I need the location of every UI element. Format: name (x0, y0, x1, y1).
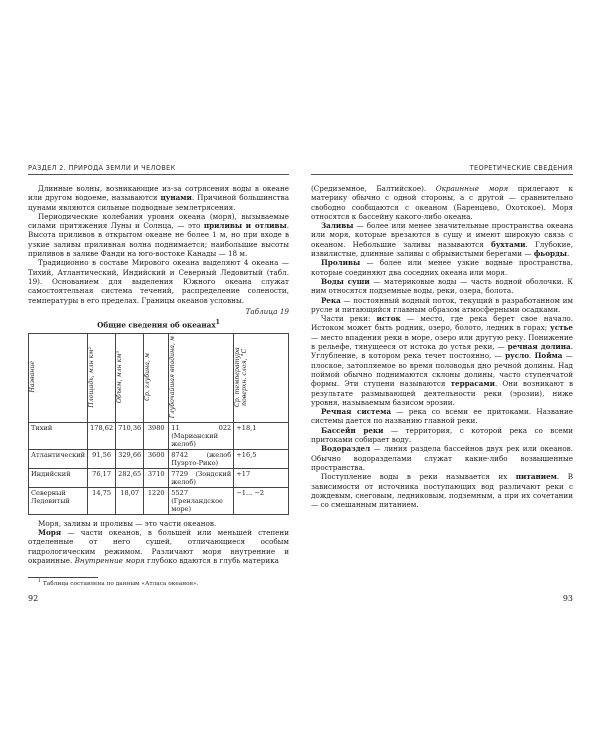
table-cell: −1... −2 (234, 487, 289, 514)
paragraph-inland-waters: Воды суши — материковые воды — часть водной оболочки. К ним относятся подземные воды, реки, озера, болота. (311, 276, 573, 296)
table-row (29, 468, 289, 487)
table-cell: 710,36 (116, 422, 144, 449)
page-number-left: 92 (28, 594, 39, 603)
right-page (311, 164, 573, 614)
table-cell: +18,1 (234, 422, 289, 449)
left-page-body (28, 184, 289, 588)
left-page (28, 164, 289, 614)
paragraph-tides: Периодические колебания уровня океана (моря), вызываемые силами притяжения Луны и Солнца, — это приливы и отливы. Высота приливов в открытом океане не более 1 м, но при входе в узкие заливы приливная волна поднимается; наибольшие высоты приливов в заливе Фанди на юго-востоке Канады — 18 м. (28, 211, 289, 259)
column-header: Название (29, 333, 88, 422)
paragraph-parts-of-oceans: Моря, заливы и проливы — это части океанов. (38, 518, 217, 528)
running-header-left: РАЗДЕЛ 2. ПРИРОДА ЗЕМЛИ И ЧЕЛОВЕК (28, 164, 289, 175)
running-header-right: ТЕОРЕТИЧЕСКИЕ СВЕДЕНИЯ (311, 164, 573, 175)
paragraph-seas: Моря — части океанов, в большей или меньшей степени отделенные от него сушей, отличающиеся особым гидрологическим режимом. Различают моря внутренние и окраинные. Внутренние моря глубоко вдаются в глубь материка (28, 528, 289, 566)
table-row (29, 487, 289, 514)
table-number: Таблица 19 (245, 306, 289, 316)
paragraph-river-system: Речная система — река со всеми ее притоками. Название системы дается по названию главной реки. (311, 407, 574, 426)
table-cell: 3980 (144, 422, 169, 449)
page-number-right: 93 (562, 594, 573, 603)
paragraph-tsunami: Длинные волны, возникающие из-за сотрясения воды в океане или другом водоеме, называются цунами. Причиной большинства цунами являются сильные подводные землетрясения. (28, 184, 289, 212)
table-cell: 8742 (желоб Пуэрто-Рико) (169, 449, 234, 468)
table-cell: 178,62 (88, 422, 116, 449)
table-cell: 91,56 (88, 449, 116, 468)
table-cell: 7729 (Зондский желоб) (169, 468, 234, 487)
table-header-row (29, 333, 289, 422)
table-cell: 5527 (Гренландское море) (169, 487, 234, 514)
table-cell: 76,17 (88, 468, 116, 487)
table-cell: 11 022 (Марианский желоб) (169, 422, 234, 449)
table-row (29, 449, 289, 468)
table-cell: Северный Ледовитый (29, 487, 88, 514)
table-cell: Тихий (29, 422, 88, 449)
table-cell: 329,66 (116, 449, 144, 468)
right-page-body (311, 184, 573, 509)
table-cell: +16,5 (234, 449, 289, 468)
oceans-table (28, 333, 289, 515)
table-row (29, 422, 289, 449)
paragraph-river-parts: Части реки: исток — место, где река берет свое начало. Истоком может быть родник, озеро, болото, ледник в горах; устье — место впадения реки в море, озеро или другую реку. Понижение в рельефе, тянущееся от истока до устья реки, — речная долина. Углубление, в котором река течет постоянно, — русло. Пойма — плоское, затопляемое во время половодья дно речной долины. Над поймой обычно поднимаются склоны долины, часто ступенчатой формы. Эти ступени называются террасами. Они возникают в результате размывающей деятельности реки (эрозии), ниже уровня, называемым базисом эрозии. (311, 314, 573, 407)
paragraph-river-feeding: Поступление воды в реки называется их питанием. В зависимости от источника поступающих вод различают реки с дождевым, снеговым, ледниковым, подземным, а при их сочетании — со смешанным питанием. (311, 472, 573, 510)
paragraph-watershed: Водораздел — линия раздела бассейнов двух рек или океанов. Обычно водоразделами служат какие-либо возвышенные пространства. (311, 444, 573, 472)
table-cell: 3710 (144, 468, 169, 487)
column-header: Объем, млн км³ (116, 333, 144, 422)
paragraph-river: Река — постоянный водный поток, текущий в разработанном им русле и питающийся главным образом атмосферными осадками. (311, 295, 573, 314)
paragraph-river-basin: Бассейн реки — территория, с которой река со всеми притоками собирает воду. (311, 425, 574, 445)
paragraph-bays: Заливы — более или менее значительные пространства океана или моря, которые врезаются в сушу и имеют широкую связь с океаном. Небольшие заливы называются бухтами. Глубокие, извилистые, длинные заливы с обрывистыми берегами — фьорды. (311, 221, 573, 259)
table-title: Общие сведения об океанах$^1$ (97, 319, 220, 330)
column-header: Площадь, млн км² (88, 333, 116, 422)
paragraph-straits: Проливы — более или менее узкие водные пространства, которые соединяют два соседних океана или моря. (311, 258, 573, 277)
table-cell: 14,75 (88, 487, 116, 514)
footnote: $^1$ Таблица составлена по данным «Атласа океанов». (38, 579, 199, 588)
paragraph-marginal-seas: (Средиземное, Балтийское). Окраинные моря прилегают к материку обычно с одной стороны, а с другой — сравнительно свободно сообщаются с океаном (Баренцево, Охотское). Моря относятся к бассейну какого-либо океана. (311, 184, 573, 221)
table-cell: 3600 (144, 449, 169, 468)
table-cell: Индийский (29, 468, 88, 487)
table-cell: 282,65 (116, 468, 144, 487)
table-cell: Атлантический (29, 449, 88, 468)
column-header: Глубочайшая впадина, м (169, 333, 234, 422)
table-cell: +17 (234, 468, 289, 487)
paragraph-oceans: Традиционно в составе Мирового океана выделяют 4 океана — Тихий, Атлантический, Индийский и Северный Ледовитый (табл. 19). Основанием для выделения Южного океана служат самостоятельная система течений, распределение солености, температуры в его пределах. Границы океанов условны. (28, 258, 289, 305)
table-cell: 18,07 (116, 487, 144, 514)
column-header: Ср. глубина, м (144, 333, 169, 422)
column-header: Ср. температура поверхн. слоя, °C (234, 333, 289, 422)
table-cell: 1220 (144, 487, 169, 514)
